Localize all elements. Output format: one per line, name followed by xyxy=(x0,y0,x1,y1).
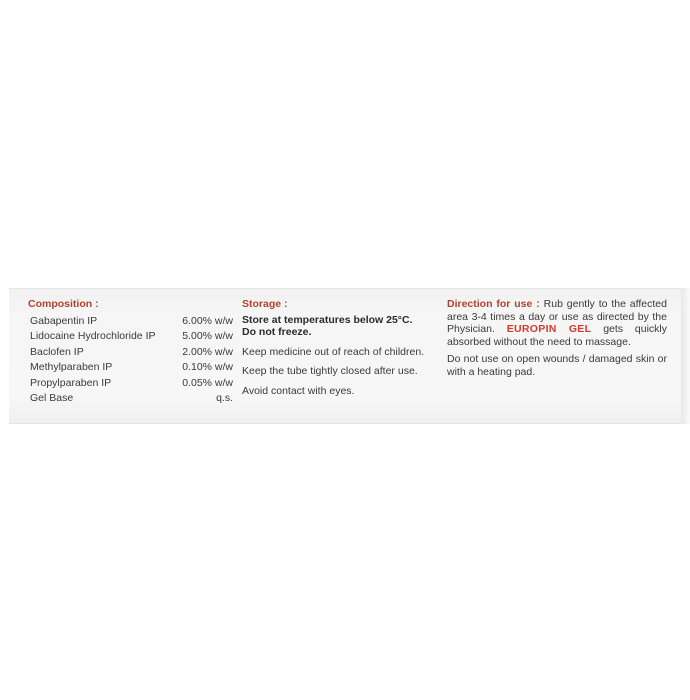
directions-text-after: gets quickly absorbed without the need to massage. xyxy=(447,323,668,348)
panel-edge xyxy=(681,288,690,424)
ingredient-amount: 0.05% w/w xyxy=(182,376,233,389)
composition-section xyxy=(28,298,233,407)
brand-name: EUROPIN GEL xyxy=(506,323,592,335)
composition-heading: Composition : xyxy=(28,298,99,310)
ingredient-name: Gabapentin IP xyxy=(30,314,98,327)
ingredient-name: Lidocaine Hydrochloride IP xyxy=(30,330,156,342)
directions-section xyxy=(447,298,667,383)
storage-temperature: Store at temperatures below 25°C. xyxy=(242,313,413,326)
ingredient-name: Baclofen IP xyxy=(30,345,84,358)
composition-row xyxy=(28,345,233,361)
directions-paragraph xyxy=(447,298,667,348)
ingredient-amount: 0.10% w/w xyxy=(182,361,233,373)
ingredient-amount: 5.00% w/w xyxy=(182,330,233,342)
ingredient-name: Methylparaben IP xyxy=(30,361,113,373)
composition-row xyxy=(28,391,233,407)
directions-warning: Do not use on open wounds / damaged skin or with a heating pad. xyxy=(447,353,667,378)
directions-text: Rub gently to the affected area 3-4 times a day or use as directed by the Physician. xyxy=(447,298,667,335)
composition-row xyxy=(28,314,233,330)
storage-conditions xyxy=(242,314,442,339)
composition-row xyxy=(28,360,233,376)
storage-section xyxy=(242,298,442,404)
ingredient-name: Propylparaben IP xyxy=(30,376,112,389)
ingredient-amount: q.s. xyxy=(216,392,233,404)
composition-row xyxy=(28,376,233,392)
ingredient-name: Gel Base xyxy=(30,392,74,404)
storage-instruction: Avoid contact with eyes. xyxy=(242,384,355,397)
directions-heading: Direction for use : xyxy=(447,298,540,310)
ingredient-amount: 6.00% w/w xyxy=(182,314,233,327)
storage-instruction: Keep medicine out of reach of children. xyxy=(242,345,425,358)
storage-no-freeze: Do not freeze. xyxy=(242,326,312,338)
ingredient-amount: 2.00% w/w xyxy=(182,345,233,358)
storage-heading: Storage : xyxy=(242,298,288,310)
info-panel xyxy=(9,288,681,424)
storage-instruction: Keep the tube tightly closed after use. xyxy=(242,365,418,377)
composition-row xyxy=(28,329,233,345)
